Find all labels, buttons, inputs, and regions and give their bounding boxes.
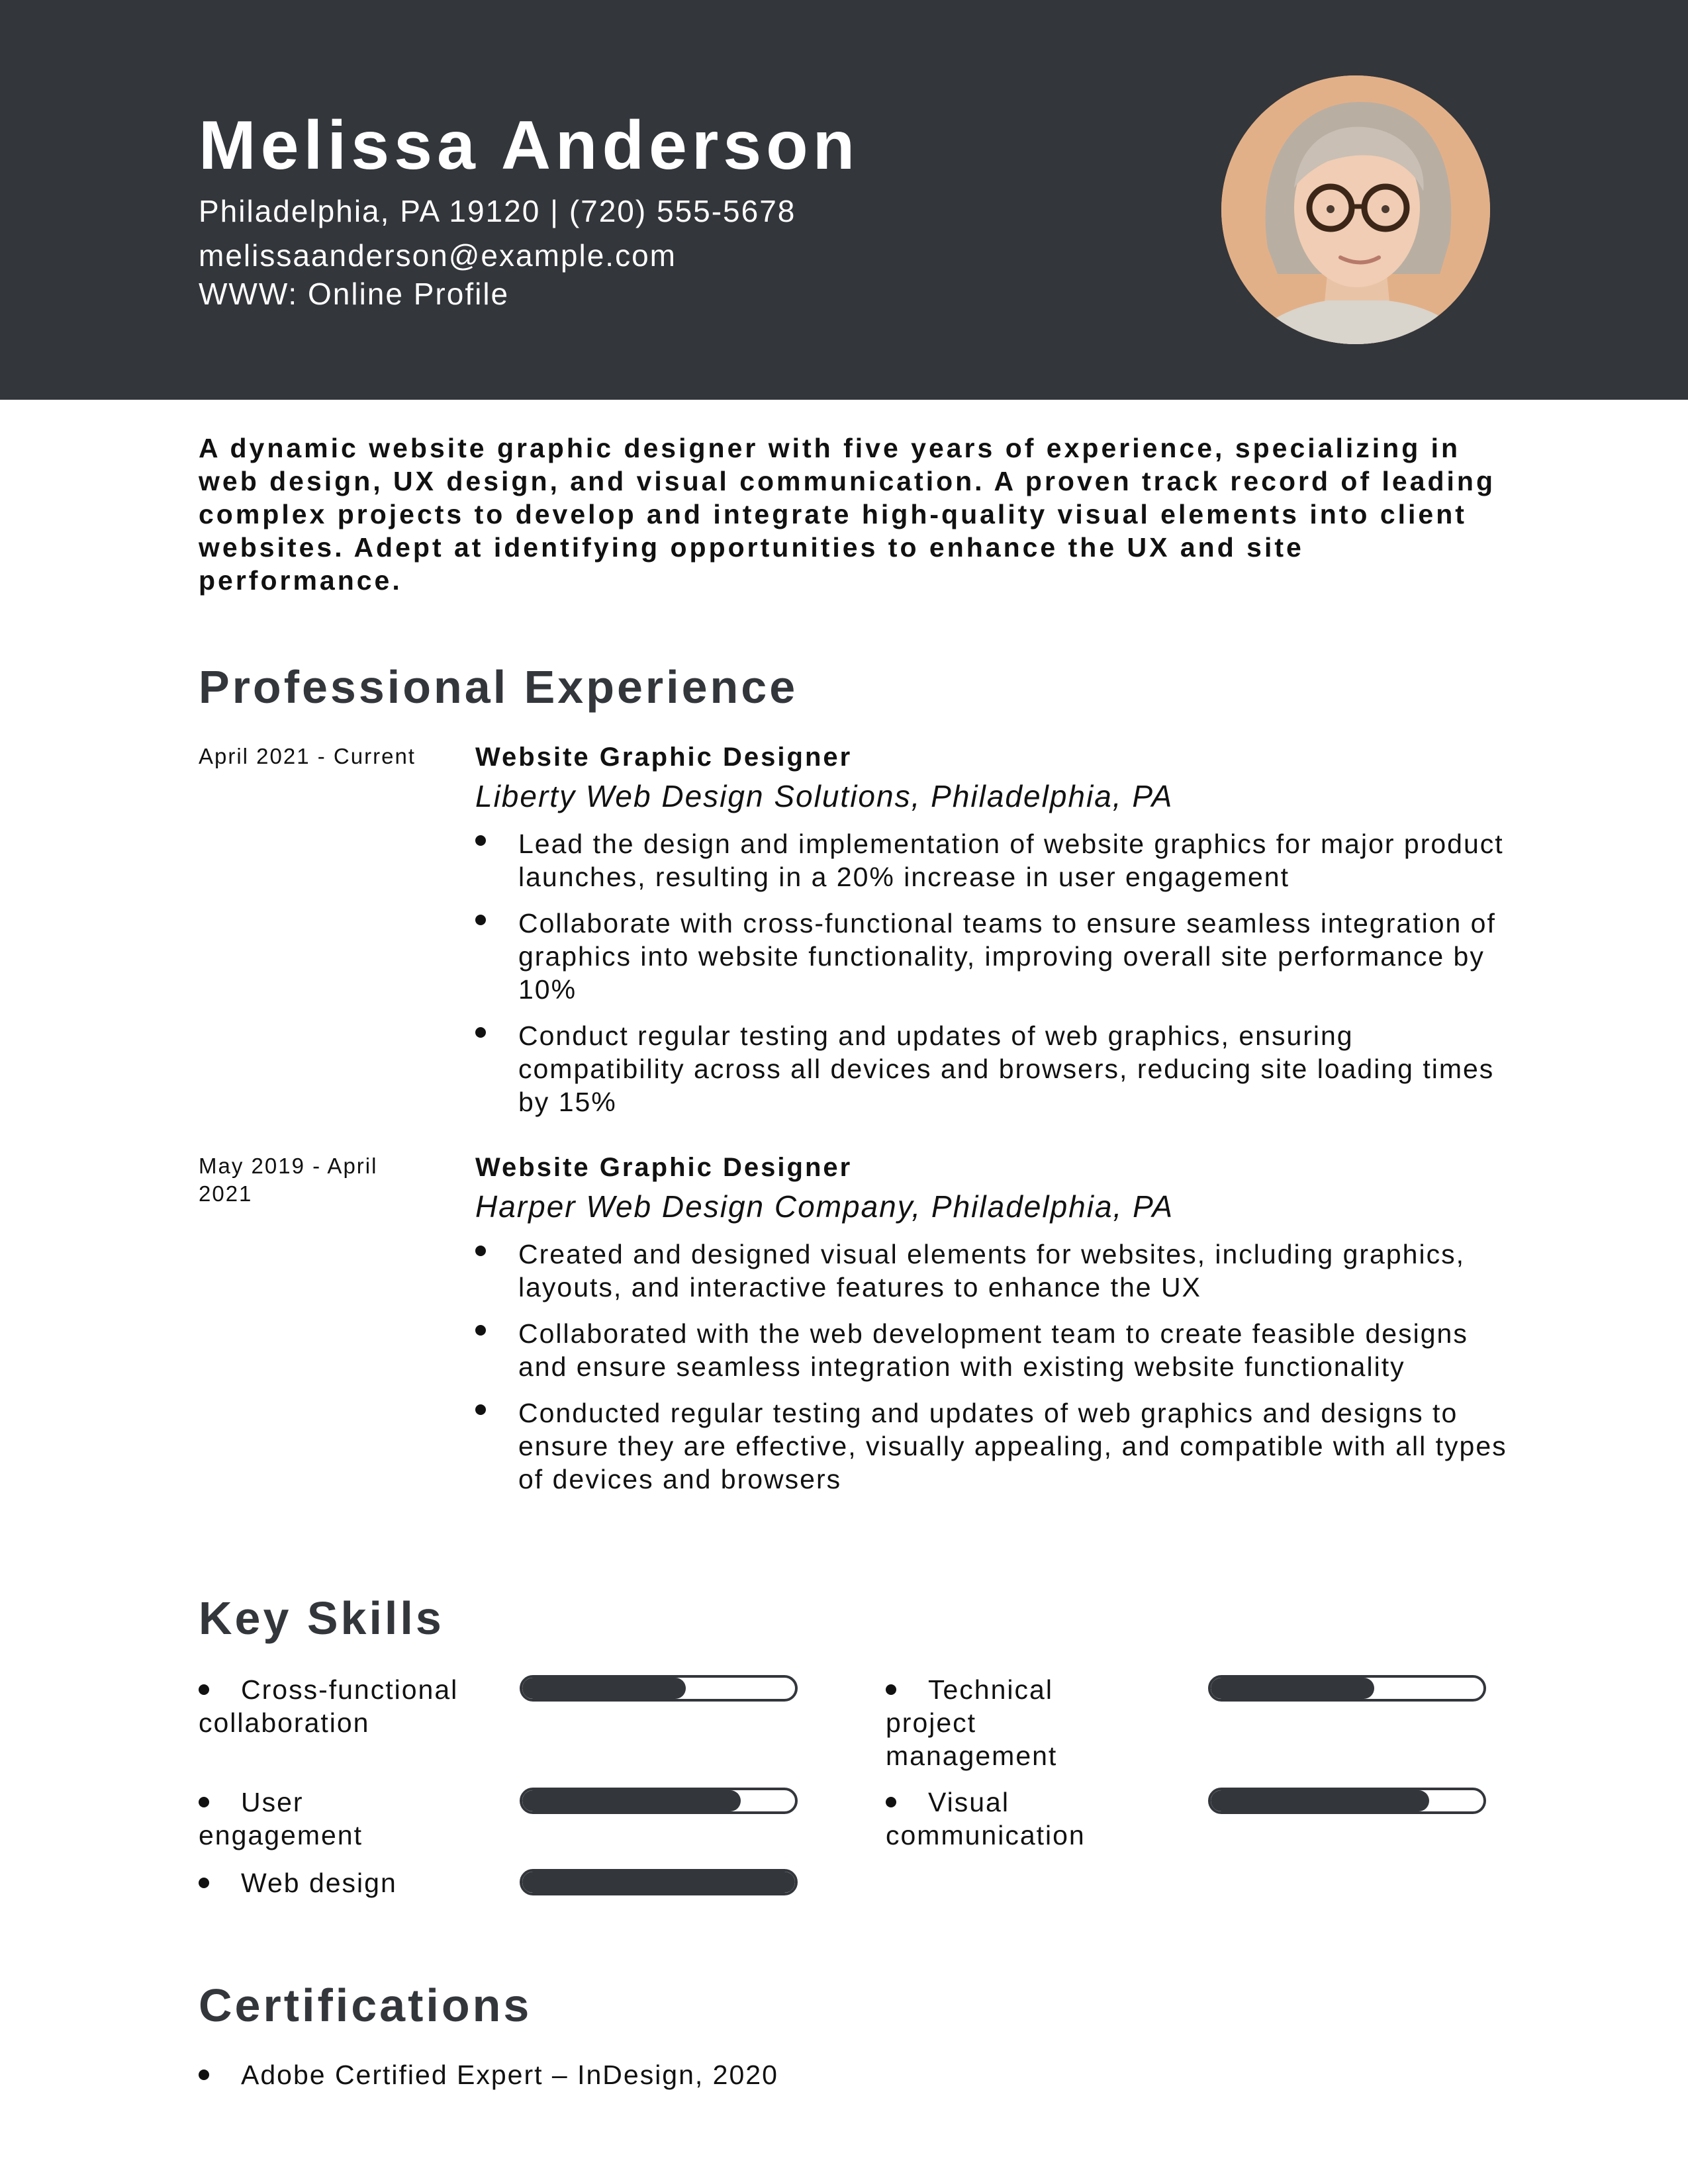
skill-bar xyxy=(520,1869,798,1895)
header-banner xyxy=(0,0,1688,400)
list-item: Conducted regular testing and updates of web graphics and designs to ensure they are effective, visually appealing, and compatible with all types of devices and browsers xyxy=(475,1396,1508,1496)
certifications-heading: Certifications xyxy=(199,1979,532,2031)
list-item: Collaborate with cross-functional teams to ensure seamless integration of graphics into website functionality, improving overall site performance by 10% xyxy=(475,907,1508,1006)
job-date: May 2019 - April 2021 xyxy=(199,1154,378,1206)
job-bullets xyxy=(475,1238,1508,1509)
skills-heading: Key Skills xyxy=(199,1592,444,1644)
skill-label: Web design xyxy=(199,1866,490,1899)
bullet-icon xyxy=(199,2070,209,2080)
skill-bar-fill xyxy=(522,1872,795,1893)
list-item: Conduct regular testing and updates of web graphics, ensuring compatibility across all devices and browsers, reducing site loading times by 15% xyxy=(475,1019,1508,1118)
skill-bar-fill xyxy=(1211,1678,1374,1699)
bullet-icon xyxy=(199,1797,209,1807)
skill-bar xyxy=(1208,1788,1486,1814)
bullet-icon xyxy=(886,1797,896,1807)
job-bullets xyxy=(475,827,1508,1132)
job-date: April 2021 - Current xyxy=(199,744,416,768)
skill-label: Technical project management xyxy=(886,1674,1058,1771)
skill-label: Cross-functional collaboration xyxy=(199,1674,459,1738)
certification-item: Adobe Certified Expert – InDesign, 2020 xyxy=(199,2058,778,2091)
profile-photo xyxy=(1221,75,1490,344)
candidate-name: Melissa Anderson xyxy=(199,107,860,184)
location-phone: Philadelphia, PA 19120 | (720) 555-5678 xyxy=(199,194,796,228)
skill-bar-fill xyxy=(1211,1790,1429,1811)
skill-bar xyxy=(520,1788,798,1814)
skill-bar-fill xyxy=(522,1790,741,1811)
skill-bar xyxy=(1208,1675,1486,1702)
experience-heading: Professional Experience xyxy=(199,661,798,713)
professional-summary: A dynamic website graphic designer with five years of experience, specializing in web design, UX design, and visual communication. A proven track record of leading complex projects to develop and integrate high-quality visual elements into client websites. Adept at identifying opportunities to enhance the UX and site performance. xyxy=(199,433,1496,596)
skill-label: Visual communication xyxy=(886,1787,1086,1850)
job-company: Harper Web Design Company, Philadelphia, PA xyxy=(475,1189,1174,1224)
bullet-icon xyxy=(886,1684,896,1695)
website-link[interactable]: WWW: Online Profile xyxy=(199,277,510,311)
email-link[interactable]: melissaanderson@example.com xyxy=(199,238,677,273)
skill-bar xyxy=(520,1675,798,1702)
list-item: Lead the design and implementation of website graphics for major product launches, resulting in a 20% increase in user engagement xyxy=(475,827,1508,893)
skill-bar-fill xyxy=(522,1678,686,1699)
list-item: Collaborated with the web development team to create feasible designs and ensure seamless integration with existing website functionality xyxy=(475,1317,1508,1383)
job-title: Website Graphic Designer xyxy=(475,743,853,772)
skill-label: User engagement xyxy=(199,1787,363,1850)
job-company: Liberty Web Design Solutions, Philadelphia, PA xyxy=(475,779,1174,813)
bullet-icon xyxy=(199,1684,209,1695)
job-title: Website Graphic Designer xyxy=(475,1153,853,1182)
list-item: Created and designed visual elements for websites, including graphics, layouts, and interactive features to enhance the UX xyxy=(475,1238,1508,1304)
bullet-icon xyxy=(199,1878,209,1888)
